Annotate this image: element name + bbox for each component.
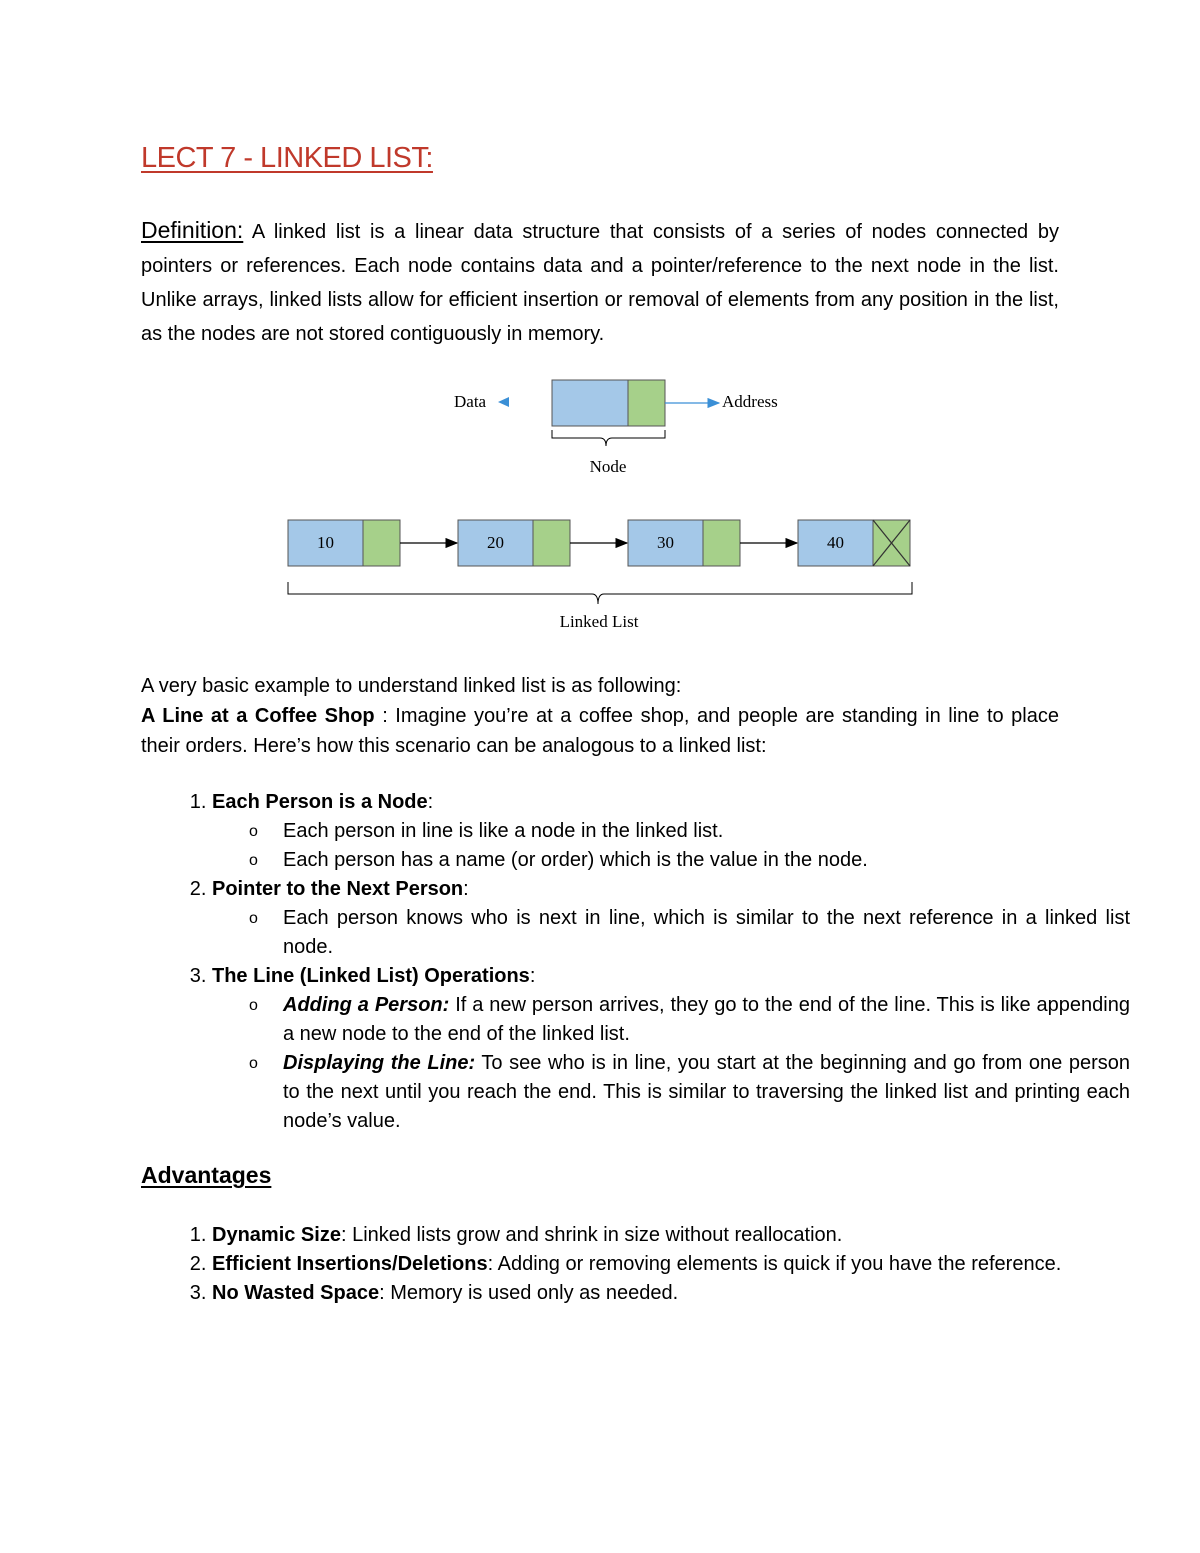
address-label: Address [722, 392, 778, 411]
subitem-text: Each person has a name (or order) which is the value in the node. [283, 849, 868, 871]
analogy-item-title: The Line (Linked List) Operations [212, 965, 530, 987]
advantage-item [212, 1221, 1130, 1250]
linked-list-chain [288, 520, 910, 566]
analogy-subitem [249, 846, 1130, 875]
advantages-list [141, 1221, 1130, 1308]
example-paragraph [141, 701, 1059, 761]
linked-list-label: Linked List [559, 612, 639, 631]
analogy-sublist [212, 991, 1130, 1136]
page-title: LECT 7 - LINKED LIST: [141, 142, 433, 174]
data-arrow-icon [498, 397, 509, 407]
linked-list-diagram [0, 0, 1200, 660]
list-node-value: 40 [827, 533, 844, 552]
example-intro [141, 671, 1059, 761]
node-pointer-part [628, 380, 665, 426]
advantage-text: : Memory is used only as needed. [379, 1282, 679, 1304]
example-label: A Line at a Coffee Shop [141, 705, 375, 727]
analogy-item-suffix: : [427, 791, 434, 813]
advantage-text: : Linked lists grow and shrink in size without reallocation. [340, 1224, 843, 1246]
list-node-pointer [363, 520, 400, 566]
node-data-part [552, 380, 628, 426]
list-brace [288, 582, 912, 604]
analogy-subitem [249, 1049, 1130, 1136]
advantages-heading: Advantages [141, 1162, 272, 1188]
advantage-label: No Wasted Space [212, 1282, 380, 1304]
analogy-list [141, 788, 1130, 1136]
list-node-value: 30 [657, 533, 674, 552]
list-node [628, 520, 797, 566]
advantage-item [212, 1279, 1130, 1308]
data-label: Data [454, 392, 487, 411]
subitem-text: If a new person arrives, they go to the end of the line. This is like appending a new node to the end of the linked list. [283, 994, 1130, 1045]
intro-line: A very basic example to understand linked list is as following: [141, 675, 682, 697]
bullet-icon: o [249, 997, 258, 1014]
bullet-icon: o [249, 910, 258, 927]
analogy-subitem [249, 991, 1130, 1049]
subitem-text: Each person in line is like a node in the linked list. [283, 820, 724, 842]
advantage-text: : Adding or removing elements is quick if you have the reference. [487, 1253, 1062, 1275]
subitem-text: Each person knows who is next in line, which is similar to the next reference in a linked list node. [283, 907, 1130, 958]
bullet-icon: o [249, 1055, 258, 1072]
analogy-item-suffix: : [529, 965, 536, 987]
example-text: : Imagine you’re at a coffee shop, and people are standing in line to place their orders. Here’s how this scenario can be analogous to a linked list: [141, 705, 1059, 757]
list-node [798, 520, 910, 566]
subitem-text: To see who is in line, you start at the beginning and go from one person to the next until you reach the end. This is similar to traversing the linked list and printing each node’s value. [283, 1052, 1130, 1132]
advantage-label: Dynamic Size [212, 1224, 341, 1246]
analogy-subitem [249, 904, 1130, 962]
list-node-value: 10 [317, 533, 334, 552]
definition-text: A linked list is a linear data structure that consists of a series of nodes connected by pointers or references. Each node contains data and a pointer/reference to the next node in the list. Unlike arrays, linked lists allow for efficient insertion or removal of elements from any position in the list, as the nodes are not stored contiguously in memory. [141, 221, 1059, 345]
bullet-icon: o [249, 823, 258, 840]
analogy-sublist [212, 904, 1130, 962]
list-node [458, 520, 627, 566]
analogy-sublist [212, 817, 1130, 875]
bullet-icon: o [249, 852, 258, 869]
analogy-item-title: Pointer to the Next Person [212, 878, 464, 900]
analogy-item-title: Each Person is a Node [212, 791, 428, 813]
advantage-item [212, 1250, 1130, 1279]
analogy-subitem [249, 817, 1130, 846]
list-node-value: 20 [487, 533, 504, 552]
list-node-pointer [533, 520, 570, 566]
analogy-item [212, 788, 1130, 875]
list-node [288, 520, 457, 566]
analogy-item-suffix: : [463, 878, 469, 900]
advantage-label: Efficient Insertions/Deletions [212, 1253, 488, 1275]
analogy-item [212, 962, 1130, 1136]
single-node [454, 380, 778, 476]
node-brace [552, 430, 665, 446]
subitem-emphasis: Displaying the Line: [283, 1052, 476, 1074]
list-node-pointer [703, 520, 740, 566]
definition-label: Definition: [141, 217, 244, 243]
subitem-emphasis: Adding a Person: [283, 994, 450, 1016]
analogy-item [212, 875, 1130, 962]
node-label: Node [589, 457, 627, 476]
